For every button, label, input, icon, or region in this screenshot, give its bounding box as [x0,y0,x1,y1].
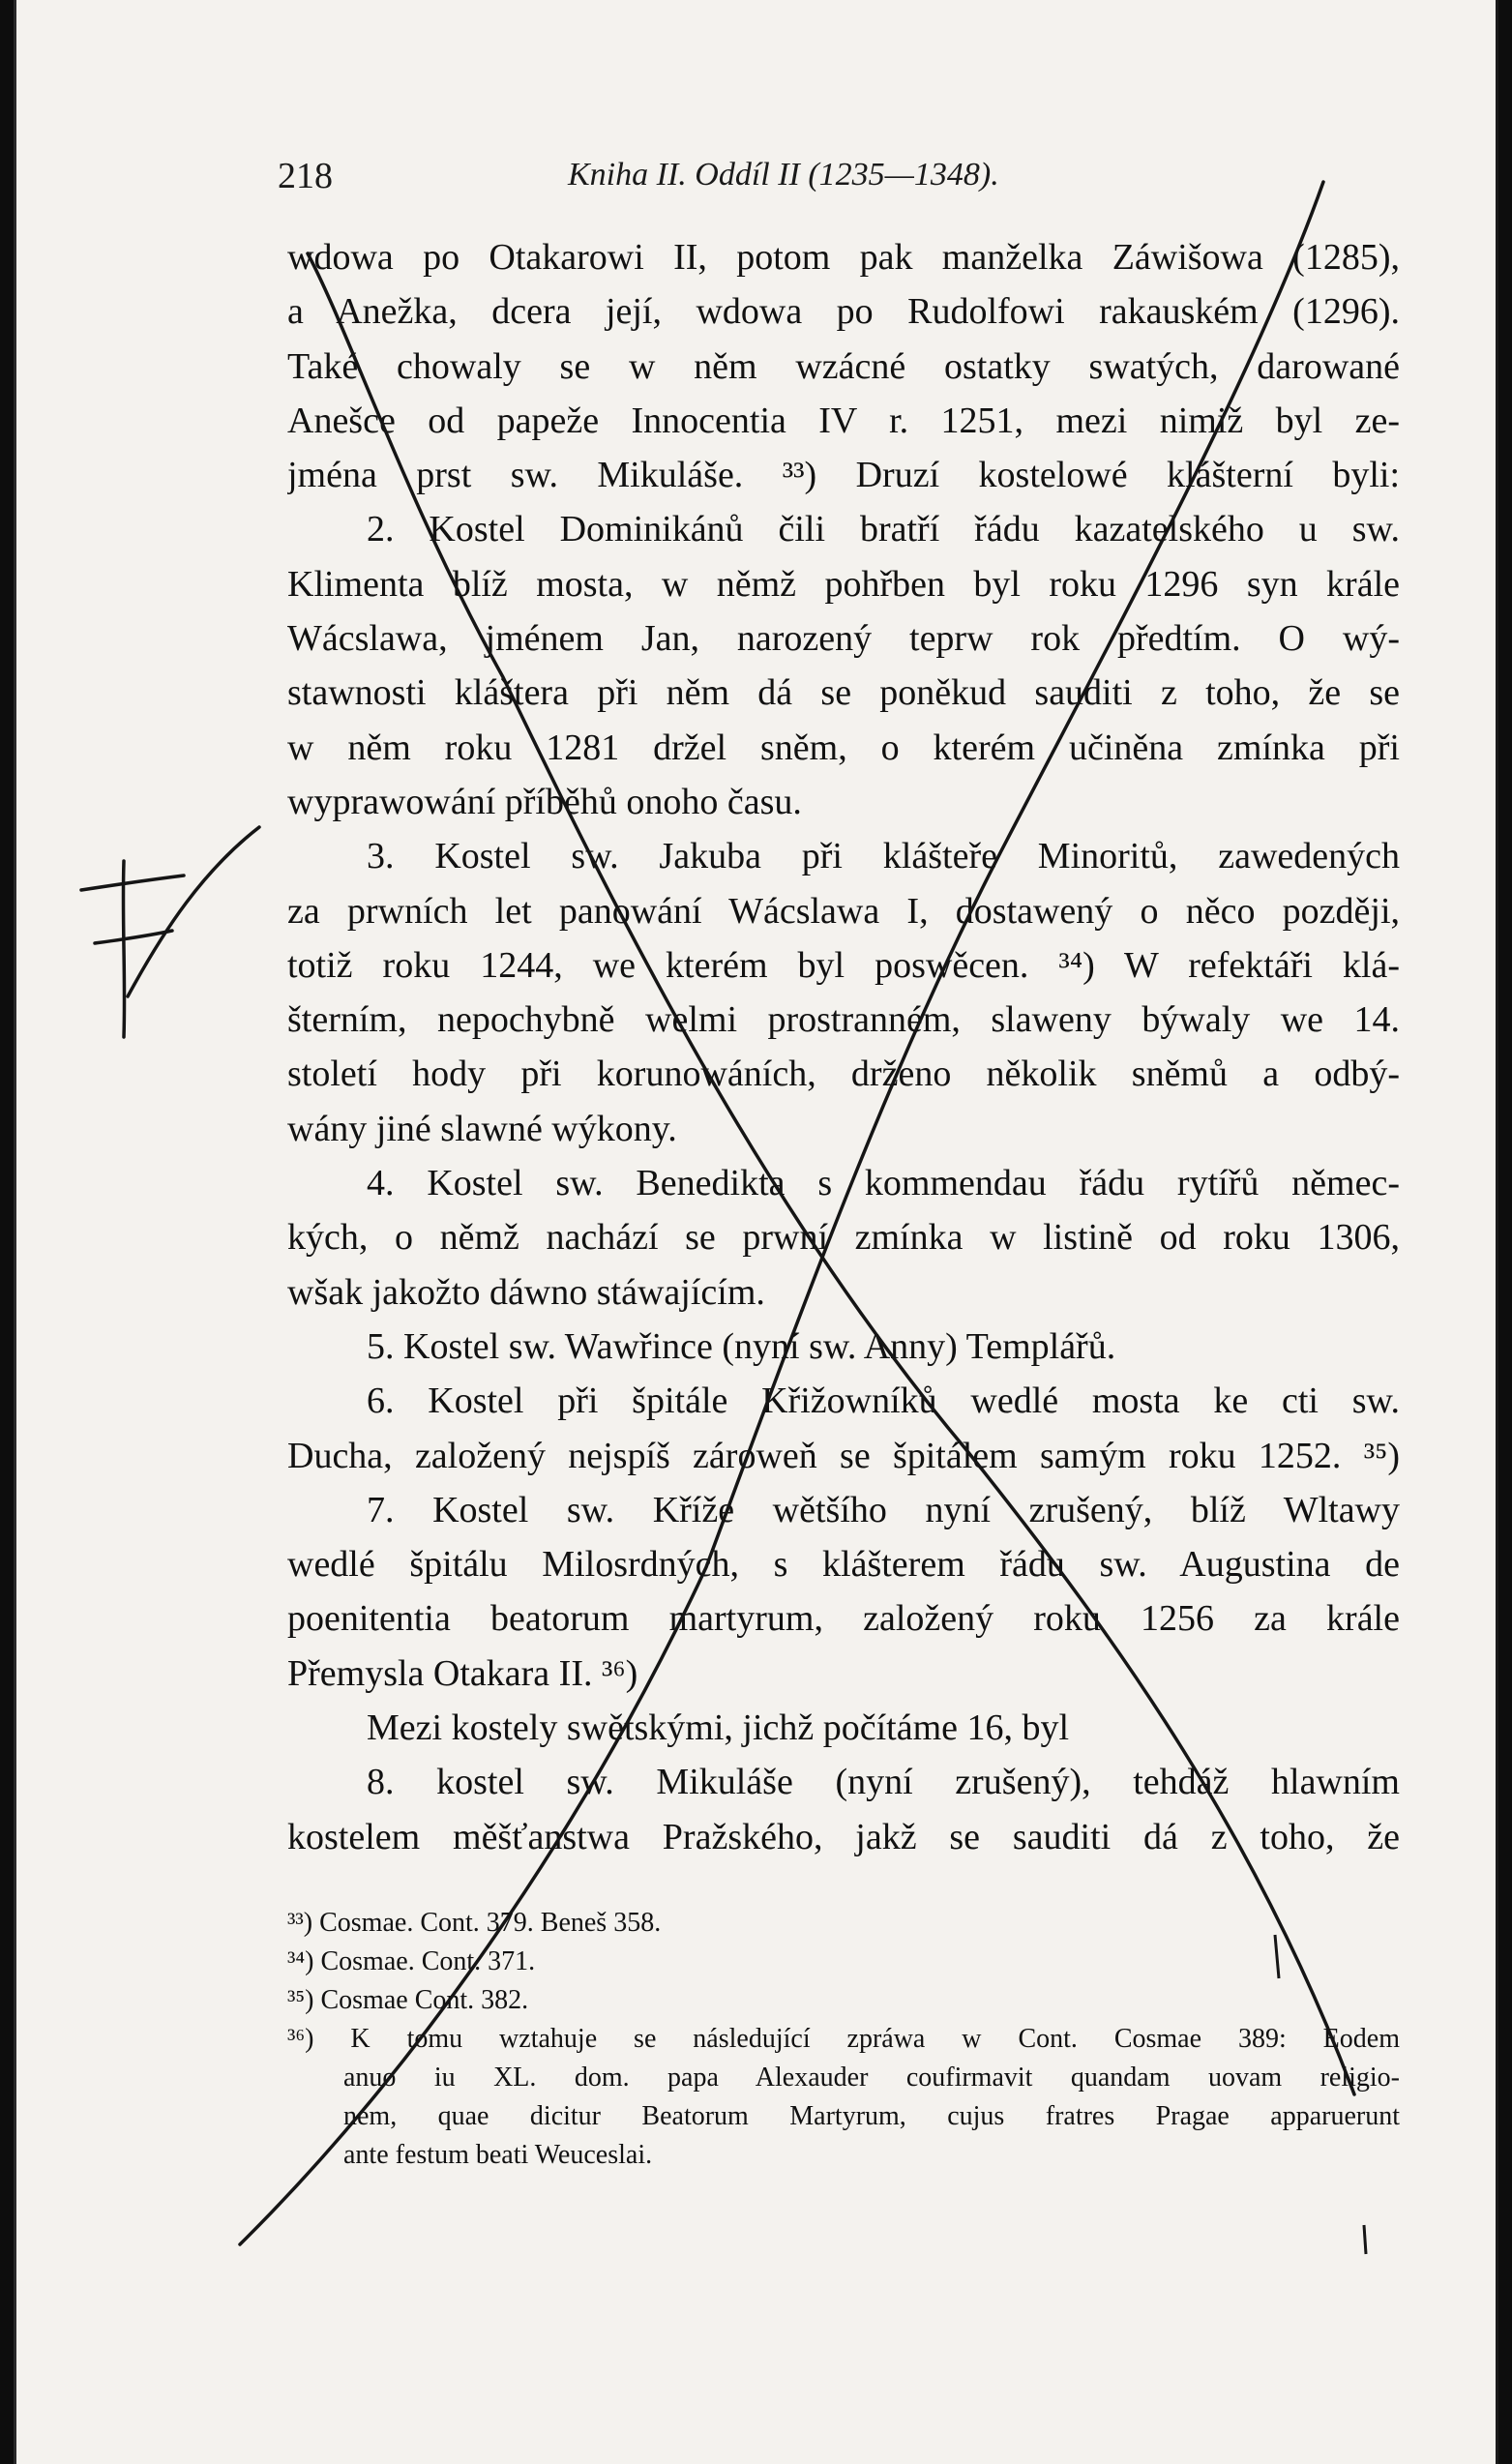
text-line: za prwních let panowání Wácslawa I, dostawený o něco později, [287,890,1400,932]
running-title: Kniha II. Oddíl II (1235—1348). [568,157,999,193]
text-line: kých, o němž nachází se prwní zmínka w listině od roku 1306, [287,1217,1400,1259]
text-line: jména prst sw. Mikuláše. ³³) Druzí kostelowé klášterní byli: [287,455,1400,496]
text-line: kostelem měšťanstwa Pražského, jakž se sauditi dá z toho, že [287,1816,1400,1857]
text-line: 5. Kostel sw. Wawřince (nyní sw. Anny) Templářů. [367,1325,1116,1367]
text-line: Také chowaly se w něm wzácné ostatky swatých, darowané [287,345,1400,387]
text-line: 4. Kostel sw. Benedikta s kommendau řádu rytířů němec- [367,1163,1400,1204]
text-line: 7. Kostel sw. Kříže wětšího nyní zrušený, blíž Wltawy [367,1489,1400,1530]
footnotes [287,1904,1400,2175]
text-line: totiž roku 1244, we kterém byl poswěcen. ³⁴) W refektáři klá- [287,944,1400,986]
text-line: a Anežka, dcera její, wdowa po Rudolfowi rakauském (1296). [287,291,1400,333]
text-line: Klimenta blíž mosta, w němž pohřben byl roku 1296 syn krále [287,563,1400,605]
body-text [287,230,1400,1864]
page-number: 218 [278,156,333,196]
text-line: Anešce od papeže Innocentia IV r. 1251, mezi nimiž byl ze- [287,400,1400,441]
footnote: ³⁴) Cosmae. Cont. 371. [287,1946,536,1976]
text-line: 2. Kostel Dominikánů čili bratří řádu kazatelského u sw. [367,509,1400,550]
footnote-continuation: ante festum beati Weuceslai. [343,2140,653,2170]
footnote: ³⁶) K tomu wztahuje se následující zpráwa w Cont. Cosmae 389: Eodem [287,2024,1400,2054]
footnote: ³³) Cosmae. Cont. 379. Beneš 358. [287,1908,662,1938]
text-line: 8. kostel sw. Mikuláše (nyní zrušený), tehdáž hlawním [367,1762,1400,1803]
text-line: šterním, nepochybně welmi prostranném, slaweny býwaly we 14. [287,999,1400,1041]
text-line: wšak jakožto dáwno stáwajícím. [287,1271,765,1313]
text-line: 6. Kostel při špitále Křižowníků wedlé mosta ke cti sw. [367,1380,1400,1422]
text-line: wdowa po Otakarowi II, potom pak manželka Záwišowa (1285), [287,237,1400,278]
text-line: wyprawowání příběhů onoho času. [287,781,802,822]
text-line: stawnosti kláštera při něm dá se poněkud sauditi z toho, že se [287,672,1400,714]
text-line: wedlé špitálu Milosrdných, s klášterem řádu sw. Augustina de [287,1544,1400,1586]
footnote: ³⁵) Cosmae Cont. 382. [287,1985,529,2015]
text-line: poenitentia beatorum martyrum, založený roku 1256 za krále [287,1598,1400,1640]
text-line: Přemysla Otakara II. ³⁶) [287,1652,638,1694]
text-line: wány jiné slawné wýkony. [287,1108,677,1149]
text-line: století hody při korunowáních, drženo několik sněmů a odbý- [287,1054,1400,1095]
text-line: Wácslawa, jménem Jan, narozený teprw rok předtím. O wý- [287,618,1400,660]
book-page [14,0,1498,2464]
text-line: w něm roku 1281 držel sněm, o kterém učiněna zmínka při [287,727,1400,768]
footnote-continuation: anuo iu XL. dom. papa Alexauder coufirmavit quandam uovam religio- [343,2063,1400,2093]
page-header [278,155,1110,203]
text-line: 3. Kostel sw. Jakuba při klášteře Minoritů, zawedených [367,836,1400,877]
text-line: Mezi kostely swětskými, jichž počítáme 16, byl [367,1707,1070,1749]
footnote-continuation: nem, quae dicitur Beatorum Martyrum, cujus fratres Pragae apparuerunt [343,2101,1400,2131]
text-line: Ducha, založený nejspíš zároweň se špitálem samým roku 1252. ³⁵) [287,1435,1400,1476]
